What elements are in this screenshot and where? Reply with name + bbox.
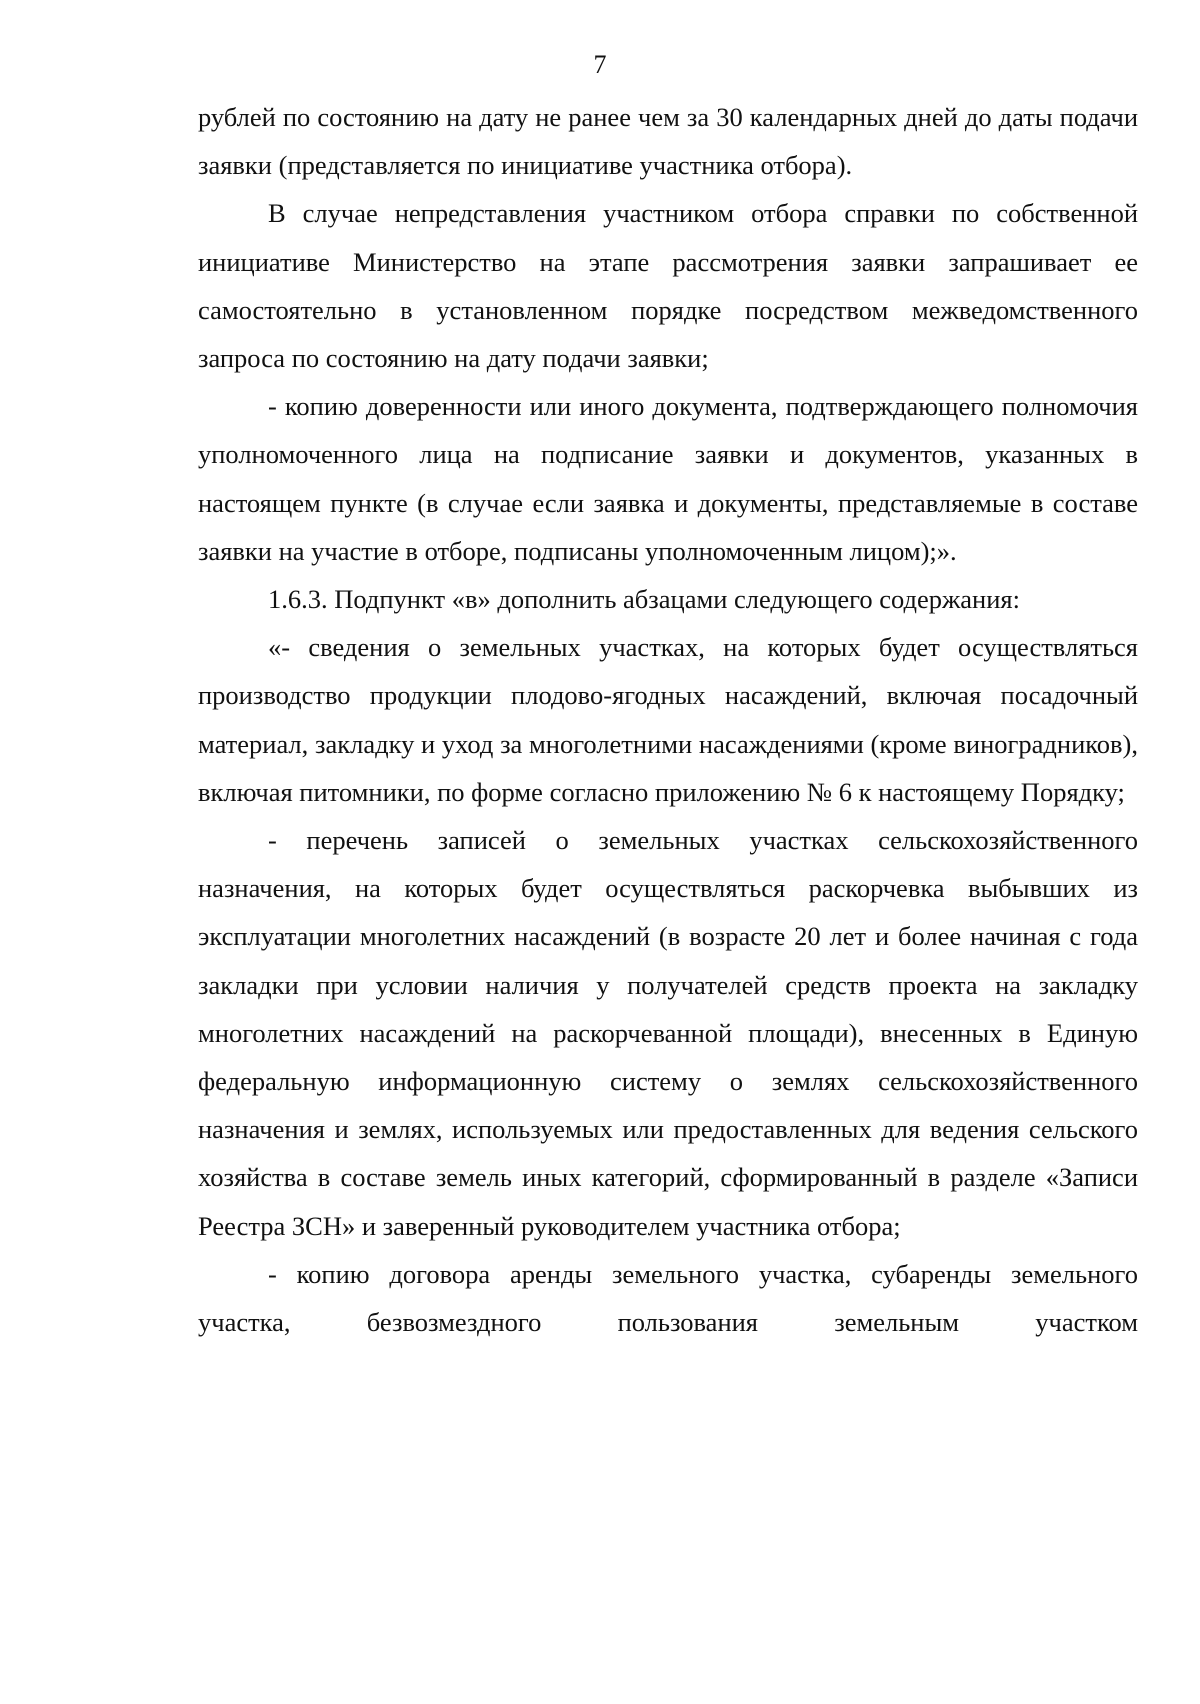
- paragraph-land-plots-info: «- сведения о земельных участках, на которых будет осуществляться производство продукции плодово-ягодных насаждений, включая посадочный материал, закладку и уход за многолетними насаждениями (кроме виноградников), включая питомники, по форме согласно приложению № 6 к настоящему Порядку;: [198, 632, 1138, 807]
- paragraph-continuation: рублей по состоянию на дату не ранее чем за 30 календарных дней до даты подачи заявки (представляется по инициативе участника отбора).: [198, 102, 1138, 181]
- paragraph-lease-agreement: - копию договора аренды земельного участка, субаренды земельного участка, безвозмездного пользования земельным участком: [198, 1258, 1138, 1338]
- paragraph-certificate-request: В случае непредставления участником отбора справки по собственной инициативе Министерство на этапе рассмотрения заявки запрашивает ее самостоятельно в установленном порядке посредством межведомственного запроса по состоянию на дату подачи заявки;: [198, 198, 1138, 374]
- document-body: [198, 93, 1138, 1346]
- paragraph-clause-1-6-3: 1.6.3. Подпункт «в» дополнить абзацами следующего содержания:: [268, 584, 1020, 615]
- page-number: 7: [593, 50, 607, 79]
- paragraph-power-of-attorney: - копию доверенности или иного документа, подтверждающего полномочия уполномоченного лица на подписание заявки и документов, указанных в настоящем пункте (в случае если заявка и документы, представляемые в составе заявки на участие в отборе, подписаны уполномоченным лицом);».: [198, 391, 1138, 566]
- paragraph-land-records-list: - перечень записей о земельных участках сельскохозяйственного назначения, на которых будет осуществляться раскорчевка выбывших из эксплуатации многолетних насаждений (в возрасте 20 лет и более начиная с года закладки при условии наличия у получателей средств проекта на закладку многолетних насаждений на раскорчеванной площади), внесенных в Единую федеральную информационную систему о землях сельскохозяйственного назначения и землях, используемых или предоставленных для ведения сельского хозяйства в составе земель иных категорий, сформированный в разделе «Записи Реестра ЗСН» и заверенный руководителем участника отбора;: [198, 825, 1138, 1241]
